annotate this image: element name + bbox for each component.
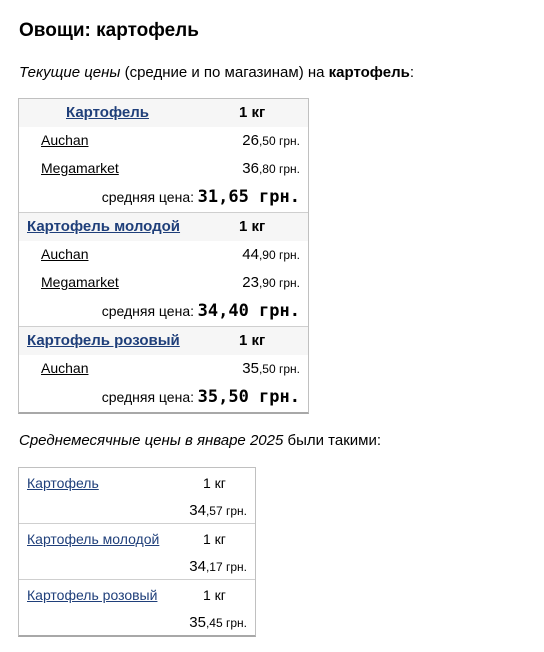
shop-link[interactable]: Auchan [41,132,89,148]
shop-row [19,127,308,155]
product-header [19,212,308,241]
price-frac: ,45 грн. [205,616,247,630]
intro-middle: (средние и по магазинам) на [120,64,329,81]
average-label: средняя цена: [101,303,194,319]
price-int: 23 [242,274,259,291]
monthly-intro-text [19,432,381,449]
price-frac: ,57 грн. [205,504,247,518]
monthly-intro-italic: Среднемесячные цены в январе 2025 [19,432,284,449]
average-label: средняя цена: [101,389,194,405]
monthly-row [19,468,255,523]
shop-row [19,241,308,269]
shop-price [242,360,300,377]
page-title: Овощи: картофель [19,20,199,41]
price-frac: ,90 грн. [258,248,300,262]
product-link[interactable]: Картофель [66,104,149,121]
unit-label: 1 кг [239,218,266,235]
intro-end: : [409,64,414,81]
monthly-prices-table [18,467,256,637]
monthly-unit: 1 кг [203,587,226,603]
shop-price [242,160,300,177]
product-header [19,99,308,127]
product-header [19,326,308,355]
shop-link[interactable]: Megamarket [41,160,119,176]
monthly-price [189,558,247,575]
shop-link[interactable]: Auchan [41,360,89,376]
shop-link[interactable]: Auchan [41,246,89,262]
price-int: 36 [242,160,259,177]
monthly-product-link[interactable]: Картофель розовый [27,587,158,603]
shop-price [242,274,300,291]
price-frac: ,80 грн. [258,162,300,176]
price-int: 35 [189,614,206,631]
shop-price [242,132,300,149]
price-frac: ,17 грн. [205,560,247,574]
price-int: 34 [189,502,206,519]
monthly-unit: 1 кг [203,531,226,547]
average-label: средняя цена: [101,189,194,205]
price-int: 34 [189,558,206,575]
intro-bold: картофель [328,64,410,81]
shop-link[interactable]: Megamarket [41,274,119,290]
unit-label: 1 кг [239,104,266,121]
monthly-product-link[interactable]: Картофель молодой [27,531,160,547]
intro-text [19,64,414,81]
average-row [19,297,308,326]
product-link[interactable]: Картофель розовый [27,332,180,349]
price-int: 26 [242,132,259,149]
monthly-row [19,579,255,635]
shop-row [19,155,308,183]
monthly-unit: 1 кг [203,475,226,491]
price-int: 44 [242,246,259,263]
product-link[interactable]: Картофель молодой [27,218,181,235]
monthly-intro-end: были такими: [283,432,381,449]
shop-row [19,269,308,297]
monthly-price [189,502,247,519]
price-frac: ,50 грн. [258,134,300,148]
monthly-product-link[interactable]: Картофель [27,475,99,491]
average-price: 31,65 грн. [197,187,300,207]
price-frac: ,50 грн. [258,362,300,376]
average-row [19,183,308,212]
price-int: 35 [242,360,259,377]
average-price: 35,50 грн. [197,387,300,407]
price-frac: ,90 грн. [258,276,300,290]
unit-label: 1 кг [239,332,266,349]
shop-row [19,355,308,383]
intro-italic: Текущие цены [19,64,121,81]
shop-price [242,246,300,263]
average-price: 34,40 грн. [197,301,300,321]
current-prices-table [18,98,309,414]
monthly-row [19,523,255,579]
average-row [19,383,308,412]
monthly-price [189,614,247,631]
